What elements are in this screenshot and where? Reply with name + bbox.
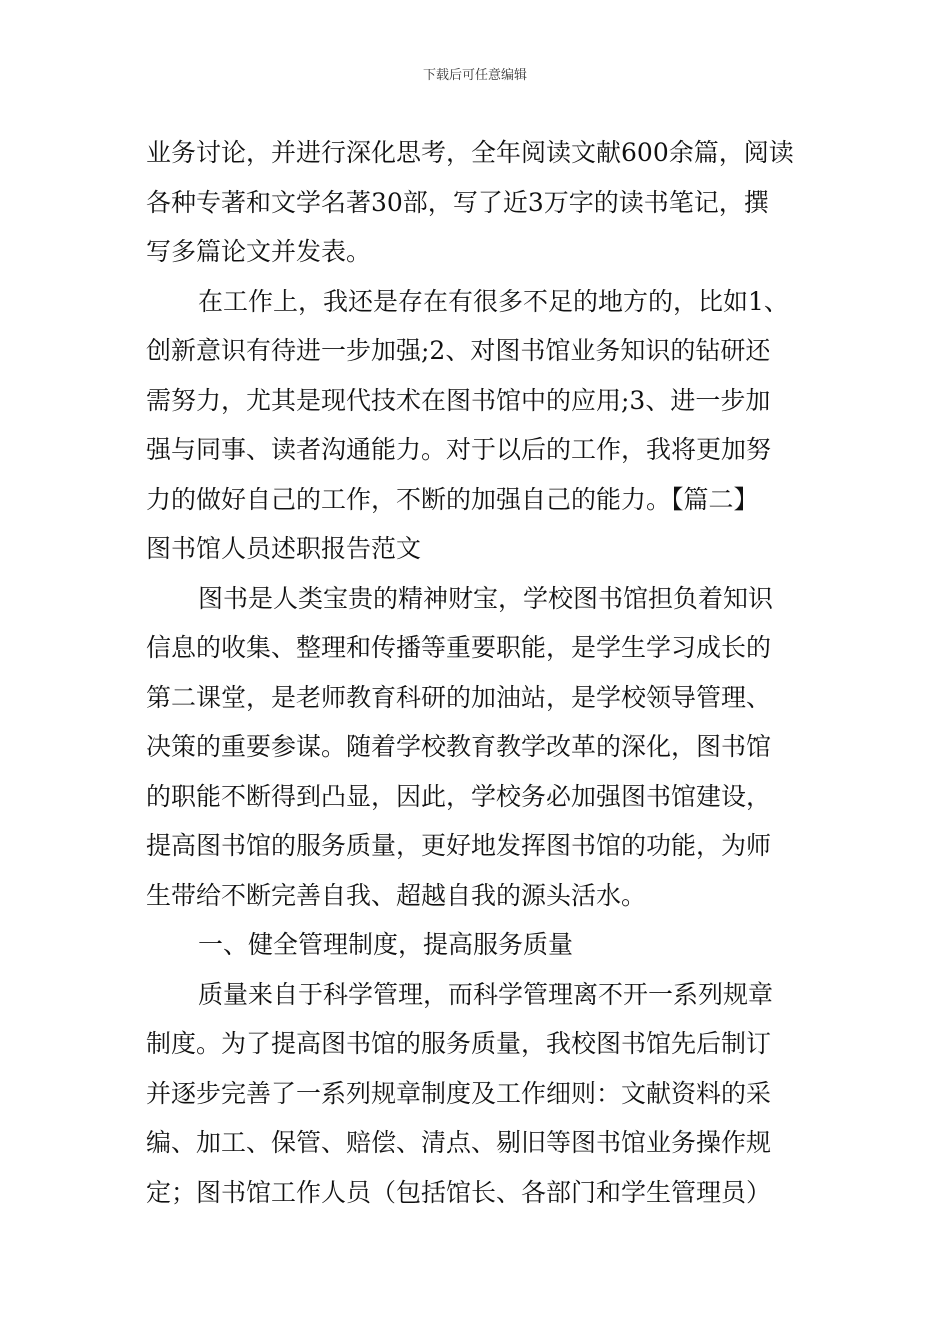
text-line: 并逐步完善了一系列规章制度及工作细则：文献资料的采 <box>146 1078 772 1108</box>
text-line: 需努力，尤其是现代技术在图书馆中的应用;3、进一步加 <box>146 385 771 415</box>
text-line: 信息的收集、整理和传播等重要职能，是学生学习成长的 <box>146 633 772 662</box>
text-line: 在工作上，我还是存在有很多不足的地方的，比如1、 <box>198 286 789 316</box>
page-header-note: 下载后可任意编辑 <box>422 68 527 83</box>
text-line: 业务讨论，并进行深化思考，全年阅读文献600余篇，阅读 <box>146 138 794 167</box>
text-line: 力的做好自己的工作，不断的加强自己的能力。【篇二】 <box>146 484 759 514</box>
text-line: 强与同事、读者沟通能力。对于以后的工作，我将更加努 <box>146 435 772 464</box>
text-line: 定；图书馆工作人员（包括馆长、各部门和学生管理员） <box>146 1177 772 1207</box>
text-line: 决策的重要参谋。随着学校教育教学改革的深化，图书馆 <box>146 732 772 761</box>
text-line: 制度。为了提高图书馆的服务质量，我校图书馆先后制订 <box>146 1029 772 1058</box>
text-line: 编、加工、保管、赔偿、清点、剔旧等图书馆业务操作规 <box>146 1128 772 1157</box>
text-line: 图书是人类宝贵的精神财宝，学校图书馆担负着知识 <box>198 583 774 613</box>
text-line: 生带给不断完善自我、超越自我的源头活水。 <box>146 880 647 910</box>
text-line: 第二课堂，是老师教育科研的加油站，是学校领导管理、 <box>146 682 772 712</box>
text-line: 创新意识有待进一步加强;2、对图书馆业务知识的钻研还 <box>146 336 771 365</box>
text-line: 提高图书馆的服务质量，更好地发挥图书馆的功能，为师 <box>146 831 772 860</box>
document-body <box>146 128 806 1217</box>
text-line: 质量来自于科学管理，而科学管理离不开一系列规章 <box>198 979 774 1009</box>
text-line: 的职能不断得到凸显，因此，学校务必加强图书馆建设， <box>146 781 772 811</box>
subheading-line: 一、健全管理制度，提高服务质量 <box>198 930 574 959</box>
text-line: 写多篇论文并发表。 <box>146 237 372 266</box>
text-line: 各种专著和文学名著30部，写了近3万字的读书笔记，撰 <box>146 187 769 217</box>
section-title-line: 图书馆人员述职报告范文 <box>146 534 422 563</box>
